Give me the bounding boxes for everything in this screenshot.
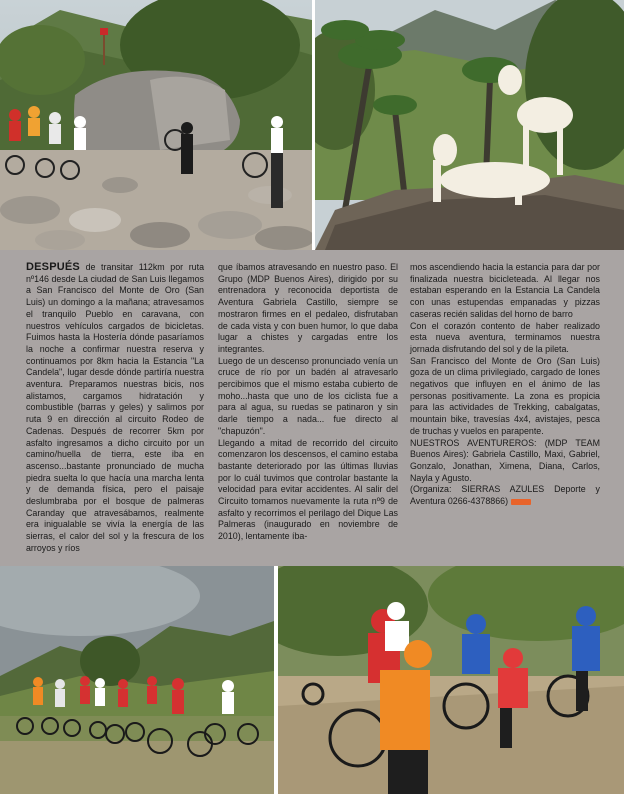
end-of-article-icon	[511, 499, 531, 505]
photo-cyclists-portrait	[278, 566, 624, 794]
article-paragraph: NUESTROS AVENTUREROS: (MDP TEAM Buenos Aires): Gabriela Castillo, Maxi, Gabriel, Gonzalo, Jonathan, Ximena, Diana, Carlos, Nayla y Agusto.	[410, 437, 600, 483]
article-text: de transitar 112km por ruta nº146 desde La ciudad de San Luis llegamos a San Francisco del Monte de Oro (San Luis) un domingo a la mañana; atravesamos el tranquilo Pueblo en caravana, con nuestros vehículos cargados de bicicletas. Fuimos hasta la Hostería dónde pasaríamos la noche a confirmar nuestra reserva y continuamos por 8km hacia la Estancia "La Candela", lugar desde dónde partiría nuestra aventura. Preparamos nuestras bicis, nos alistamos, cargamos hidratación y combustible (barras y geles) y salimos por ruta 9 en dirección al circuito Rodeo de Cadenas. Después de recorrer 5km por asfalto ingresamos a dicho circuito por un camino/huella de tierra, este iba en ascenso...bastante pronunciado de mucha piedra suelta lo que hacía una marcha lenta y de demanda física, pero el paisaje deslumbraba por el bosque de palmeras Caranday que atravesábamos, realmente era inigualable se vivía la energía de las sierras, el calor del sol y la frescura de los arroyos y ríos	[26, 262, 204, 553]
article-paragraph	[26, 262, 204, 555]
article-column-2	[218, 262, 398, 543]
photo-goats-on-rock	[315, 0, 624, 250]
article-paragraph	[410, 484, 600, 507]
article-paragraph: que íbamos atravesando en nuestro paso. El Grupo (MDP Buenos Aires), dirigido por su entrenadora y reconocida deportista de Aventura Gabriela Castillo, siempre se mostraron firmes en el pedaleo, disfrutaban de cada vista y con buen humor, lo que daba lugar a chistes y cargadas entre los integrantes.	[218, 262, 398, 354]
photo-group-of-cyclists	[0, 566, 274, 794]
lead-word: DESPUÉS	[26, 261, 80, 273]
organizer-credit: (Organiza: SIERRAS AZULES Deporte y Aventura 0266-4378866)	[410, 484, 600, 507]
article-paragraph: Con el corazón contento de haber realizado esta nueva aventura, terminamos nuestra jornada disfrutando del sol y de la pileta.	[410, 320, 600, 354]
article-paragraph: San Francisco del Monte de Oro (San Luis) goza de un clima privilegiado, cargado de Iones negativos que influyen en el ánimo de las personas positivamente. La zona es propicia para las actividades de Trekking, cabalgatas, mountain bike, travesías 4x4, avistajes, pesca de truchas y vuelos en parapente.	[410, 355, 600, 436]
article-paragraph: mos ascendiendo hacia la estancia para dar por finalizada nuestra bicicleteada. Al llegar nos estaban esperando en la Estancia La Candela con unas estupendas empanadas y pizzas caseras recién salidas del horno de barro	[410, 262, 600, 319]
article-text-panel	[0, 250, 624, 566]
article-column-1	[26, 262, 204, 555]
article-paragraph: Luego de un descenso pronunciado venía un cruce de río por un badén al atravesarlo percibimos que el mismo estaba cubierto de moho...hasta que uno de los ciclista fue a para al agua, su ruedas se patinaron y sin darle tiempo a nada... fue directo al "chapuzón".	[218, 355, 398, 436]
photo-cyclists-on-rocks	[0, 0, 312, 250]
article-column-3	[410, 262, 600, 508]
article-paragraph: Llegando a mitad de recorrido del circuito comenzaron los descensos, el camino estaba bastante deteriorado por las últimas lluvias por lo cuál tuvimos que controlar bastante la velocidad para evitar accidentes. Al salir del Circuito tomamos nuevamente la ruta nº9 de asfalto y recorrimos el perilago del Dique Las Palmeras (inaugurado en noviembre de 2010), lentamente íba-	[218, 437, 398, 542]
